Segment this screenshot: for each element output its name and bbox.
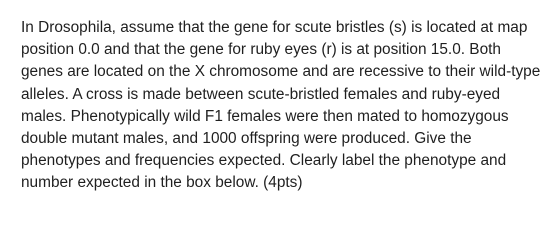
- question-text: In Drosophila, assume that the gene for scute bristles (s) is located at map position 0.0 and that the gene for ruby eyes (r) is at position 15.0. Both genes are located on the X chromosome and are recessive to their wild-type alleles. A cross is made between scute-bristled females and ruby-eyed males. Phenotypically wild F1 females were then mated to homozygous double mutant males, and 1000 offspring were produced. Give the phenotypes and frequencies expected. Clearly label the phenotype and number expected in the box below. (4pts): [21, 19, 541, 192]
